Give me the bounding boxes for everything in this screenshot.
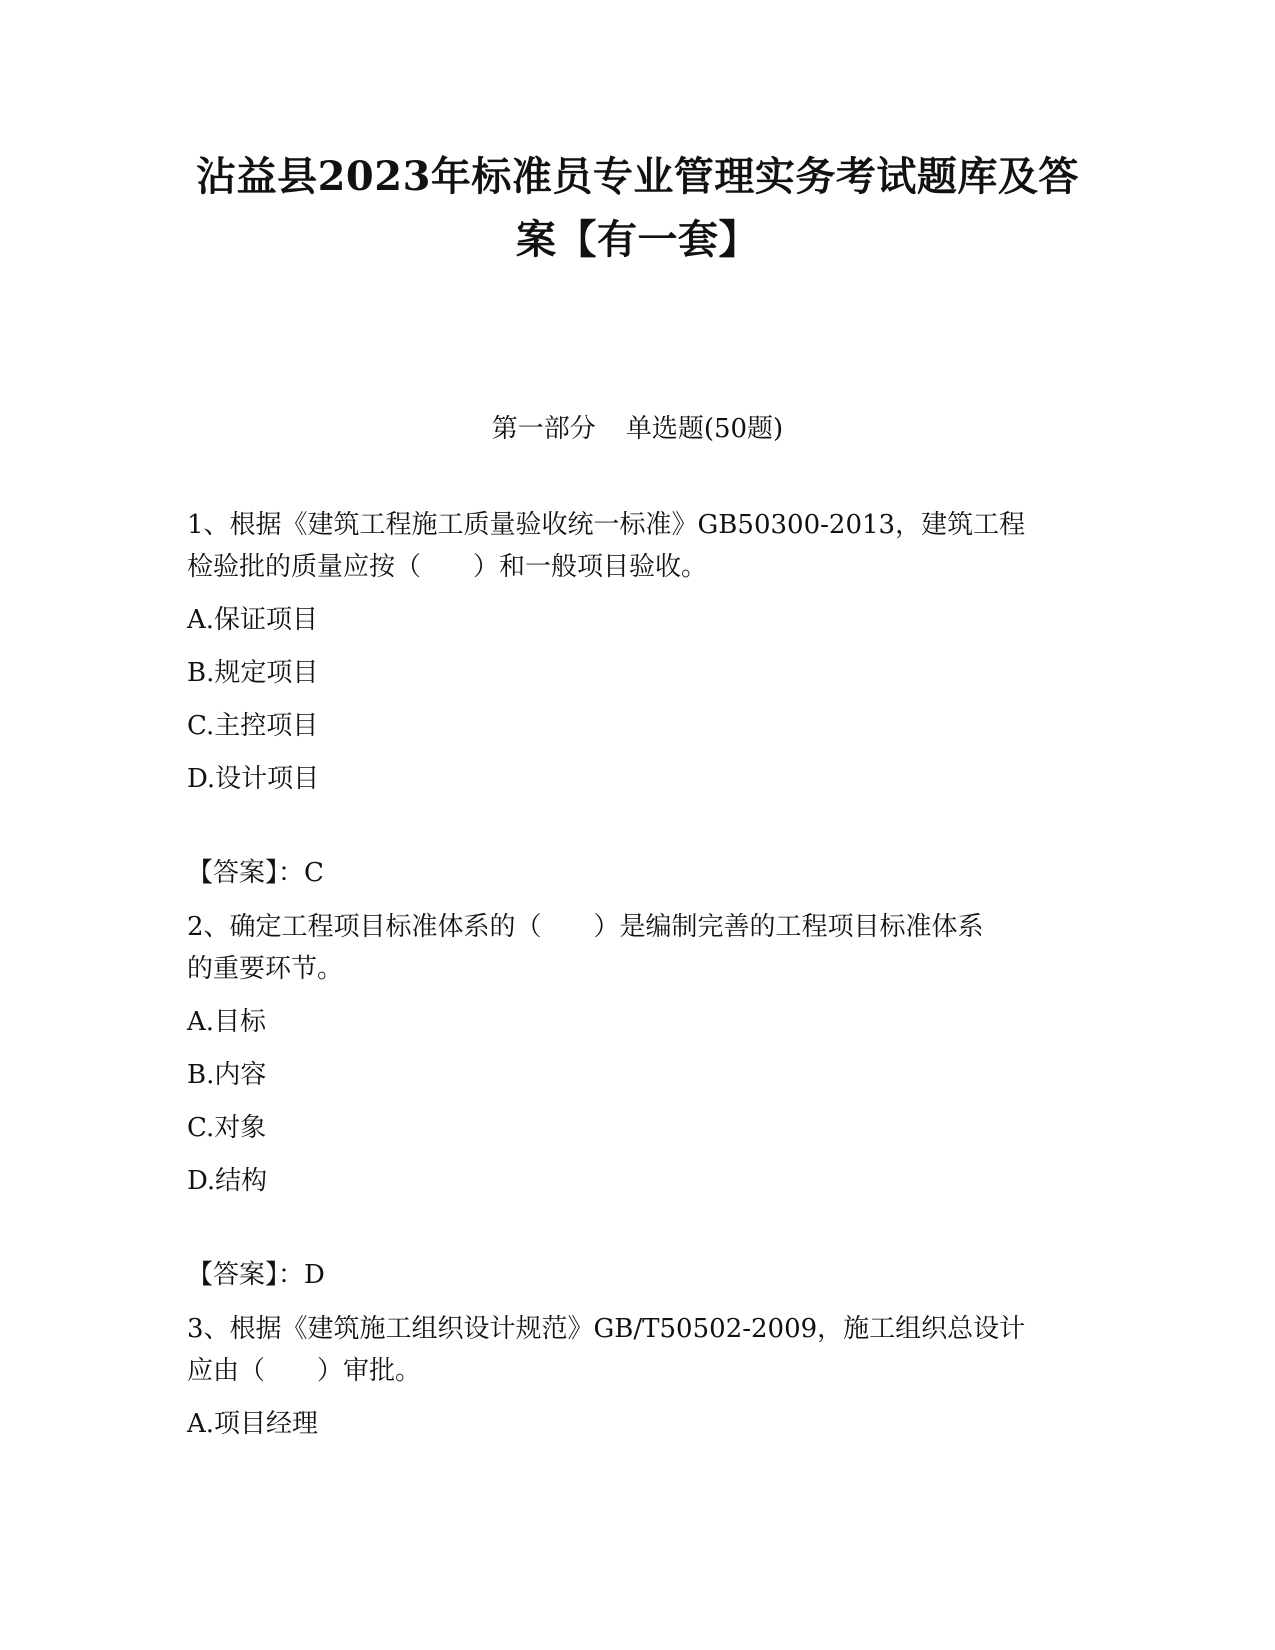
question-1-stem-line-2: 检验批的质量应按（ ）和一般项目验收。 — [187, 552, 708, 582]
question-1-option-c: C.主控项目 — [187, 711, 319, 741]
question-1-option-d: D.设计项目 — [187, 764, 320, 794]
question-2-stem-line-2: 的重要环节。 — [187, 954, 344, 984]
section-heading — [0, 412, 1275, 446]
question-1-option-a: A.保证项目 — [187, 605, 319, 635]
question-3-stem-line-1: 3、根据《建筑施工组织设计规范》GB/T50502-2009，施工组织总设计 — [187, 1314, 1026, 1344]
question-1-option-b: B.规定项目 — [187, 658, 319, 688]
question-2-option-d: D.结构 — [187, 1166, 268, 1196]
question-2-option-a: A.目标 — [187, 1007, 267, 1037]
question-1-stem-line-1: 1、根据《建筑工程施工质量验收统一标准》GB50300-2013，建筑工程 — [187, 510, 1026, 540]
question-2-option-b: B.内容 — [187, 1060, 267, 1090]
section-type-label: 单选题(50题) — [625, 414, 784, 444]
section-part-label: 第一部分 — [491, 414, 596, 444]
question-3-option-a: A.项目经理 — [187, 1409, 319, 1439]
document-title-line-1: 沾益县2023年标准员专业管理实务考试题库及答 — [196, 153, 1079, 200]
question-2-answer: 【答案】：D — [187, 1260, 325, 1290]
question-3-stem-line-2: 应由（ ）审批。 — [187, 1356, 422, 1386]
question-2-option-c: C.对象 — [187, 1113, 267, 1143]
question-1-answer: 【答案】：C — [187, 858, 324, 888]
document-title-line-2: 案【有一套】 — [516, 216, 759, 263]
question-2-stem-line-1: 2、确定工程项目标准体系的（ ）是编制完善的工程项目标准体系 — [187, 912, 984, 942]
